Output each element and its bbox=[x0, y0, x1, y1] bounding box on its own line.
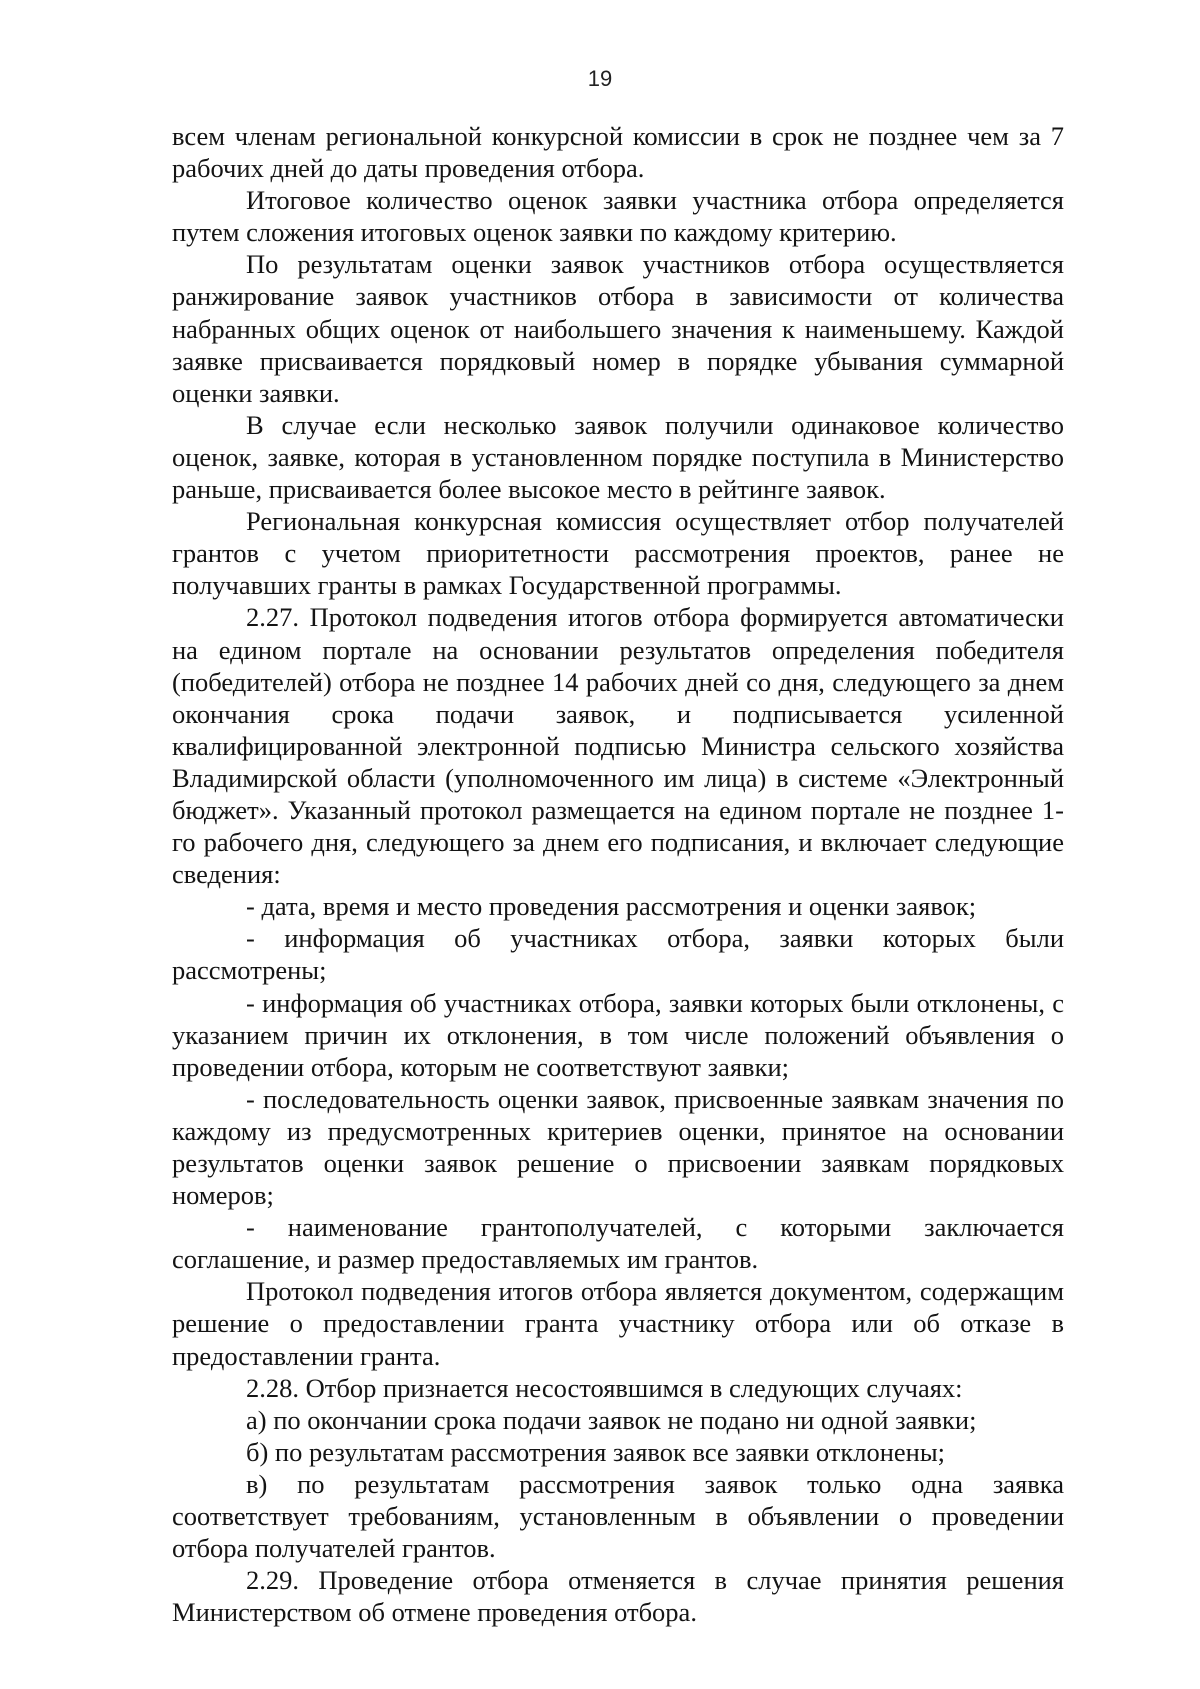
list-item: - дата, время и место проведения рассмотрения и оценки заявок; bbox=[246, 891, 977, 922]
list-item: в) по результатам рассмотрения заявок только одна заявка соответствует требованиям, установленным в объявлении о проведении отбора получателей грантов. bbox=[172, 1468, 1064, 1564]
list-item: - последовательность оценки заявок, присвоенные заявкам значения по каждому из предусмотренных критериев оценки, принятое на основании результатов оценки заявок решение о присвоении заявкам порядковых номеров; bbox=[172, 1083, 1064, 1211]
paragraph-2-29: 2.29. Проведение отбора отменяется в случае принятия решения Министерством об отмене проведения отбора. bbox=[172, 1565, 1064, 1628]
list-item: - информация об участниках отбора, заявки которых были рассмотрены; bbox=[172, 923, 1064, 986]
document-body bbox=[172, 120, 1064, 1628]
list-item: - наименование грантополучателей, с которыми заключается соглашение, и размер предоставляемых им грантов. bbox=[172, 1212, 1064, 1275]
paragraph-total-score: Итоговое количество оценок заявки участника отбора определяется путем сложения итоговых оценок заявки по каждому критерию. bbox=[172, 185, 1064, 248]
paragraph-protocol-document: Протокол подведения итогов отбора является документом, содержащим решение о предоставлении гранта участнику отбора или об отказе в предоставлении гранта. bbox=[172, 1276, 1064, 1371]
list-item: а) по окончании срока подачи заявок не подано ни одной заявки; bbox=[246, 1404, 977, 1435]
list-item: - информация об участниках отбора, заявки которых были отклонены, с указанием причин их отклонения, в том числе положений объявления о проведении отбора, которым не соответствуют заявки; bbox=[172, 987, 1064, 1082]
paragraph-ranking: По результатам оценки заявок участников отбора осуществляется ранжирование заявок участников отбора в зависимости от количества набранных общих оценок от наибольшего значения к наименьшему. Каждой заявке присваивается порядковый номер в порядке убывания суммарной оценки заявки. bbox=[172, 249, 1064, 408]
paragraph-continuation: всем членам региональной конкурсной комиссии в срок не позднее чем за 7 рабочих дней до даты проведения отбора. bbox=[172, 121, 1064, 184]
page-number: 19 bbox=[587, 66, 613, 91]
paragraph-commission-priority: Региональная конкурсная комиссия осуществляет отбор получателей грантов с учетом приоритетности рассмотрения проектов, ранее не получавших гранты в рамках Государственной программы. bbox=[172, 506, 1064, 601]
paragraph-2-27: 2.27. Протокол подведения итогов отбора формируется автоматически на едином портале на основании результатов определения победителя (победителей) отбора не позднее 14 рабочих дней со дня, следующего за днем окончания срока подачи заявок, и подписывается усиленной квалифицированной электронной подписью Министра сельского хозяйства Владимирской области (уполномоченного им лица) в системе «Электронный бюджет». Указанный протокол размещается на едином портале не позднее 1-го рабочего дня, следующего за днем его подписания, и включает следующие сведения: bbox=[172, 602, 1064, 890]
paragraph-equal-scores: В случае если несколько заявок получили одинаковое количество оценок, заявке, которая в установленном порядке поступила в Министерство раньше, присваивается более высокое место в рейтинге заявок. bbox=[172, 409, 1064, 505]
paragraph-2-28: 2.28. Отбор признается несостоявшимся в следующих случаях: bbox=[246, 1372, 963, 1403]
list-item: б) по результатам рассмотрения заявок все заявки отклонены; bbox=[246, 1436, 946, 1467]
